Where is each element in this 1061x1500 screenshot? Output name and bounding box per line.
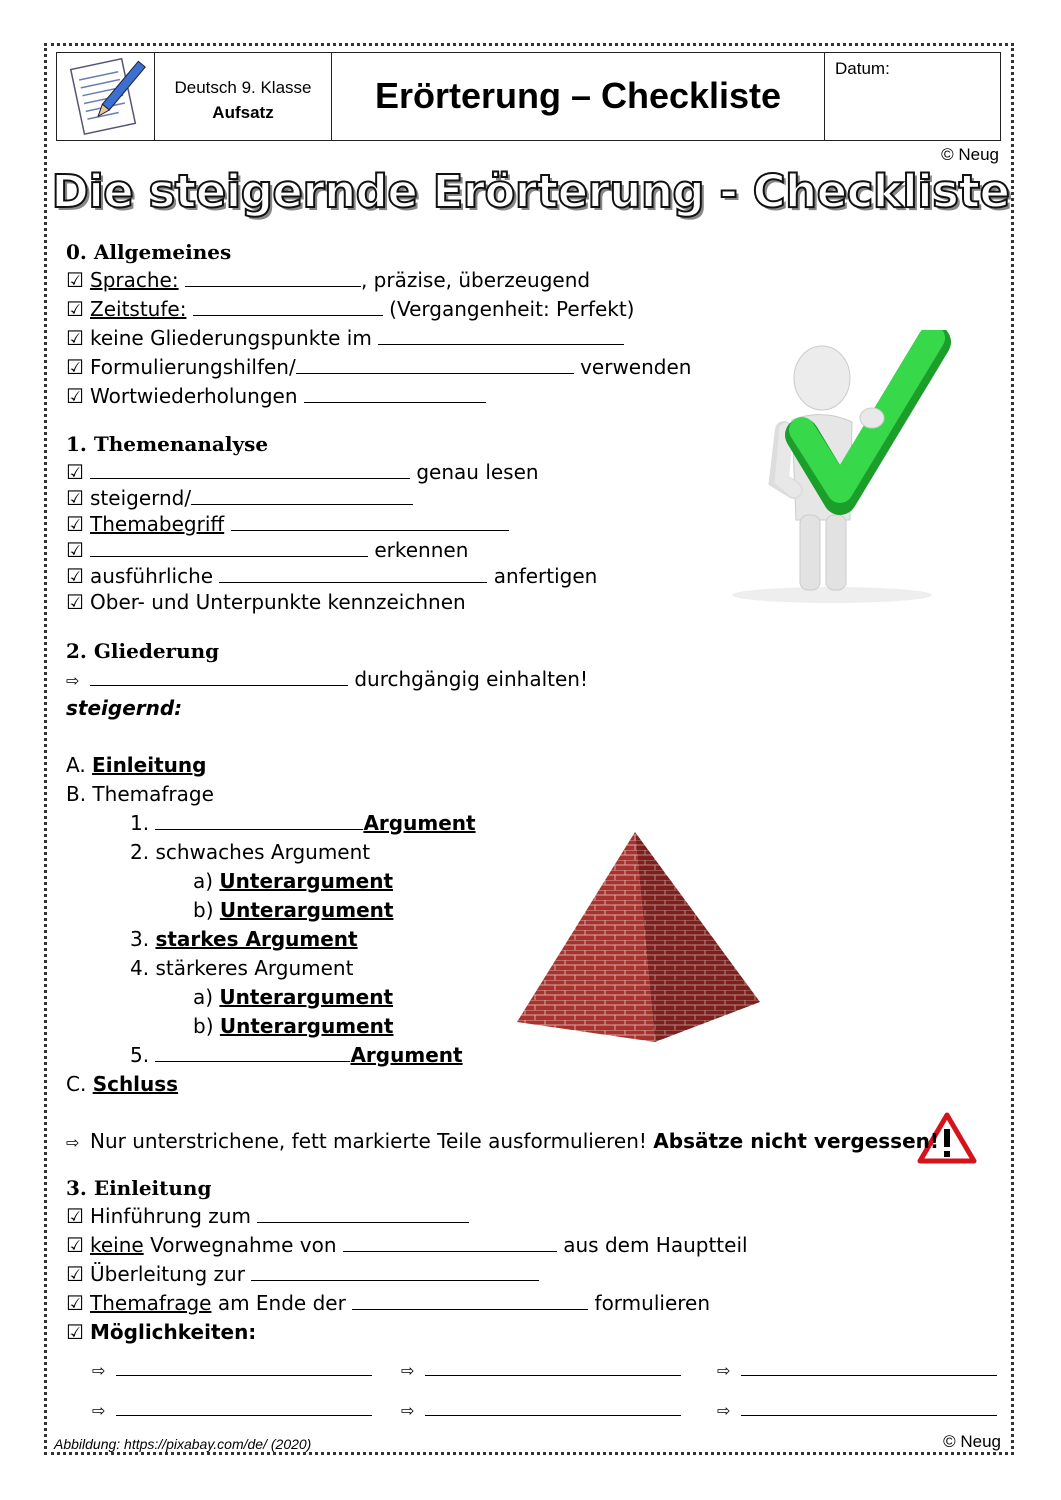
header-title: Erörterung – Checkliste: [374, 75, 782, 116]
list-item: ☑ Formulierungshilfen/ verwenden: [66, 355, 692, 379]
list-item: ☑ Ober- und Unterpunkte kennzeichnen: [66, 590, 466, 614]
list-item: ☑ keine Gliederungspunkte im: [66, 324, 624, 352]
person-checkmark-illustration: [722, 330, 982, 605]
checkbox-icon: ☑: [66, 590, 84, 614]
header-icon-cell: [57, 53, 155, 140]
list-item: ☑ steigernd/: [66, 484, 413, 512]
header-title-cell: [332, 53, 825, 140]
checkbox-icon: ☑: [66, 355, 84, 379]
brick-pyramid-illustration: [515, 830, 765, 1050]
topic-label: Aufsatz: [212, 103, 274, 122]
list-item: ☑ erkennen: [66, 538, 469, 562]
outline-item: B. Themafrage: [66, 782, 214, 806]
footer-copyright: © Neug: [943, 1432, 1001, 1451]
possibility-blank: ⇨: [717, 1357, 997, 1380]
checkbox-icon: ☑: [66, 538, 84, 562]
list-item: ☑ ausführliche anfertigen: [66, 564, 598, 588]
outline-item: a) Unterargument: [193, 985, 394, 1009]
checkbox-icon: ☑: [66, 460, 84, 484]
list-item: ☑ keine Vorwegnahme von aus dem Hauptteil: [66, 1233, 748, 1257]
note-line: ⇨ Nur unterstrichene, fett markierte Teile ausformulieren! Absätze nicht vergessen!: [66, 1127, 939, 1157]
list-item: ☑ Themabegriff: [66, 510, 509, 538]
section-heading: 3. Einleitung: [66, 1176, 212, 1200]
arrow-icon: ⇨: [66, 671, 80, 690]
list-item: ☑ Zeitstufe: (Vergangenheit: Perfekt): [66, 297, 635, 321]
possibility-blank: ⇨: [401, 1357, 681, 1380]
list-item: ☑ genau lesen: [66, 460, 539, 484]
checkbox-icon: ☑: [66, 1291, 84, 1315]
possibility-blank: ⇨: [401, 1397, 681, 1420]
list-item: ☑ Themafrage am Ende der formulieren: [66, 1291, 711, 1315]
arrow-icon: ⇨: [66, 1133, 80, 1152]
list-item: ☑ Wortwiederholungen: [66, 382, 486, 410]
section-heading: 1. Themenanalyse: [66, 432, 269, 456]
checkbox-icon: ☑: [66, 1204, 84, 1228]
section-heading: 0. Allgemeines: [66, 240, 232, 264]
checkbox-icon: ☑: [66, 326, 84, 350]
footer-source: Abbildung: https://pixabay.com/de/ (2020): [54, 1436, 312, 1452]
possibility-blank: ⇨: [717, 1397, 997, 1420]
list-item: ☑ Hinführung zum: [66, 1202, 469, 1230]
outline-item: 2. schwaches Argument: [130, 840, 371, 864]
steigernd-label: steigernd:: [66, 696, 183, 720]
outline-item: 1. Argument: [130, 811, 476, 835]
checkbox-icon: ☑: [66, 512, 84, 536]
outline-item: a) Unterargument: [193, 869, 394, 893]
outline-item: b) Unterargument: [193, 1014, 394, 1038]
list-item: ☑ Überleitung zur: [66, 1260, 539, 1288]
list-item: ☑ Möglichkeiten:: [66, 1320, 257, 1344]
checkbox-icon: ☑: [66, 564, 84, 588]
header-date-cell: [825, 53, 1000, 140]
date-label: Datum:: [835, 59, 890, 78]
section-heading: 2. Gliederung: [66, 639, 220, 663]
checkbox-icon: ☑: [66, 297, 84, 321]
checkbox-icon: ☑: [66, 384, 84, 408]
main-title: Die steigernde Erörterung - Checkliste: [51, 165, 1010, 218]
list-item: ⇨ durchgängig einhalten!: [66, 665, 588, 695]
notepad-pencil-icon: [57, 53, 153, 139]
outline-item: C. Schluss: [66, 1072, 179, 1096]
header-table: [56, 52, 1001, 141]
possibility-blank: ⇨: [92, 1357, 372, 1380]
checkbox-icon: ☑: [66, 1320, 84, 1344]
checkbox-icon: ☑: [66, 1262, 84, 1286]
checkbox-icon: ☑: [66, 1233, 84, 1257]
possibility-blank: ⇨: [92, 1397, 372, 1420]
outline-item: 3. starkes Argument: [130, 927, 358, 951]
subject-label: Deutsch 9. Klasse: [174, 78, 312, 97]
header-subject-cell: [155, 53, 332, 140]
copyright-top: © Neug: [941, 145, 999, 164]
list-item: ☑ Sprache: , präzise, überzeugend: [66, 268, 591, 292]
outline-item: b) Unterargument: [193, 898, 394, 922]
checkbox-icon: ☑: [66, 268, 84, 292]
checkbox-icon: ☑: [66, 486, 84, 510]
outline-item: 4. stärkeres Argument: [130, 956, 354, 980]
outline-item: A. Einleitung: [66, 753, 207, 777]
outline-item: 5. Argument: [130, 1043, 463, 1067]
